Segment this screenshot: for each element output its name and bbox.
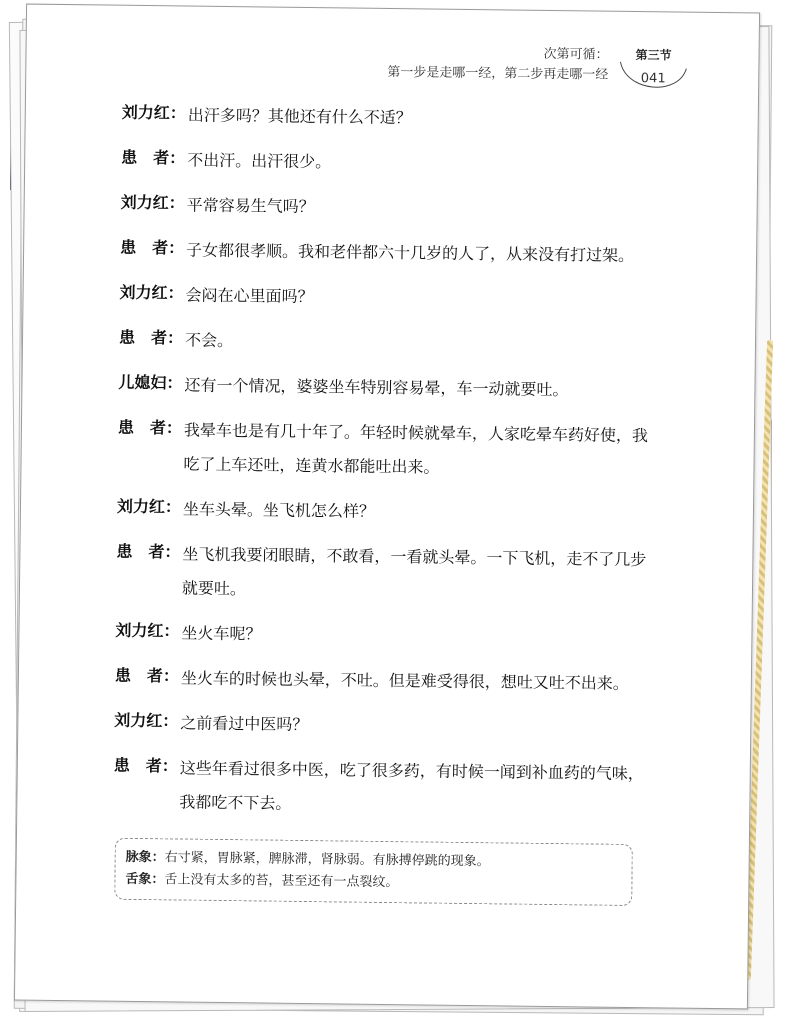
speaker-name: 刘力红： (115, 620, 180, 641)
speaker-name: 患 者： (121, 147, 186, 168)
dialogue-turn (115, 661, 655, 702)
speaker-name: 刘力红： (114, 710, 179, 731)
dialogue-turn (116, 537, 657, 612)
speaker-name: 刘力红： (121, 102, 186, 123)
dialogue-turn (119, 323, 659, 364)
utterance: 之前看过中医吗？ (180, 713, 309, 735)
utterance: 不会。 (184, 330, 234, 351)
speaker-name: 刘力红： (116, 496, 182, 517)
running-title-1: 次第可循： (543, 46, 609, 63)
dialogue-turn (122, 98, 662, 139)
speaker-name: 患 者： (114, 665, 180, 686)
book-page (14, 4, 760, 1010)
dialogue-turn (118, 368, 658, 409)
speaker-name: 患 者： (116, 541, 181, 562)
dialogue-turn (119, 278, 659, 319)
speaker-name: 患 者： (118, 327, 184, 348)
dialogue-turn (117, 413, 658, 488)
tongue-observation (125, 869, 621, 897)
speaker-name: 儿媳妇： (118, 372, 183, 393)
running-title-2: 第一步是走哪一经，第二步再走哪一经 (387, 64, 609, 83)
diagnosis-box (114, 838, 633, 906)
utterance: 这些年看过很多中医，吃了很多药，有时候一闻到补血药的气味，我都吃不下去。 (179, 758, 644, 813)
utterance: 坐火车呢？ (181, 623, 262, 644)
section-arc-icon (616, 44, 691, 101)
dialogue-turn (115, 616, 655, 657)
observation-key: 脉象： (125, 849, 165, 866)
speaker-name: 刘力红： (119, 282, 184, 303)
observation-value: 右寸紧，胃脉紧，脾脉滞，肾脉弱。有脉搏停跳的现象。 (164, 850, 490, 870)
utterance: 不出汗。出汗很少。 (187, 150, 332, 172)
speaker-name: 患 者： (117, 417, 183, 438)
running-header (387, 43, 608, 86)
dialogue-turn (113, 751, 654, 826)
observation-value: 舌上没有太多的苔，甚至还有一点裂纹。 (164, 872, 399, 891)
utterance: 坐飞机我要闭眼睛，不敢看，一看就头晕。一下飞机，走不了几步就要吐。 (181, 544, 647, 599)
utterance: 我晕车也是有几十年了。年轻时候就晕车，人家吃晕车药好使，我吃了上车还吐，连黄水都能吐出来。 (183, 420, 649, 477)
dialogue (113, 98, 662, 837)
utterance: 会闷在心里面吗？ (185, 285, 314, 307)
dialogue-turn (117, 492, 657, 533)
observation-key: 舌象： (125, 871, 165, 888)
speaker-name: 患 者： (113, 755, 178, 776)
dialogue-turn (120, 233, 660, 274)
utterance: 还有一个情况，婆婆坐车特别容易晕，车一动就要吐。 (184, 375, 569, 400)
utterance: 坐车头晕。坐飞机怎么样？ (182, 499, 376, 521)
dialogue-turn (121, 143, 661, 184)
utterance: 平常容易生气吗？ (186, 195, 315, 217)
utterance: 子女都很孝顺。我和老伴都六十几岁的人了，从来没有打过架。 (186, 240, 635, 265)
speaker-name: 刘力红： (120, 192, 185, 213)
dialogue-turn (114, 706, 654, 747)
dialogue-turn (120, 188, 660, 229)
section-marker (618, 42, 689, 97)
page-number: 041 (640, 71, 666, 87)
utterance: 坐火车的时候也头晕，不吐。但是难受得很，想吐又吐不出来。 (180, 668, 629, 693)
section-label: 第三节 (635, 48, 672, 63)
utterance: 出汗多吗？其他还有什么不适？ (187, 105, 412, 128)
speaker-name: 患 者： (120, 237, 185, 258)
